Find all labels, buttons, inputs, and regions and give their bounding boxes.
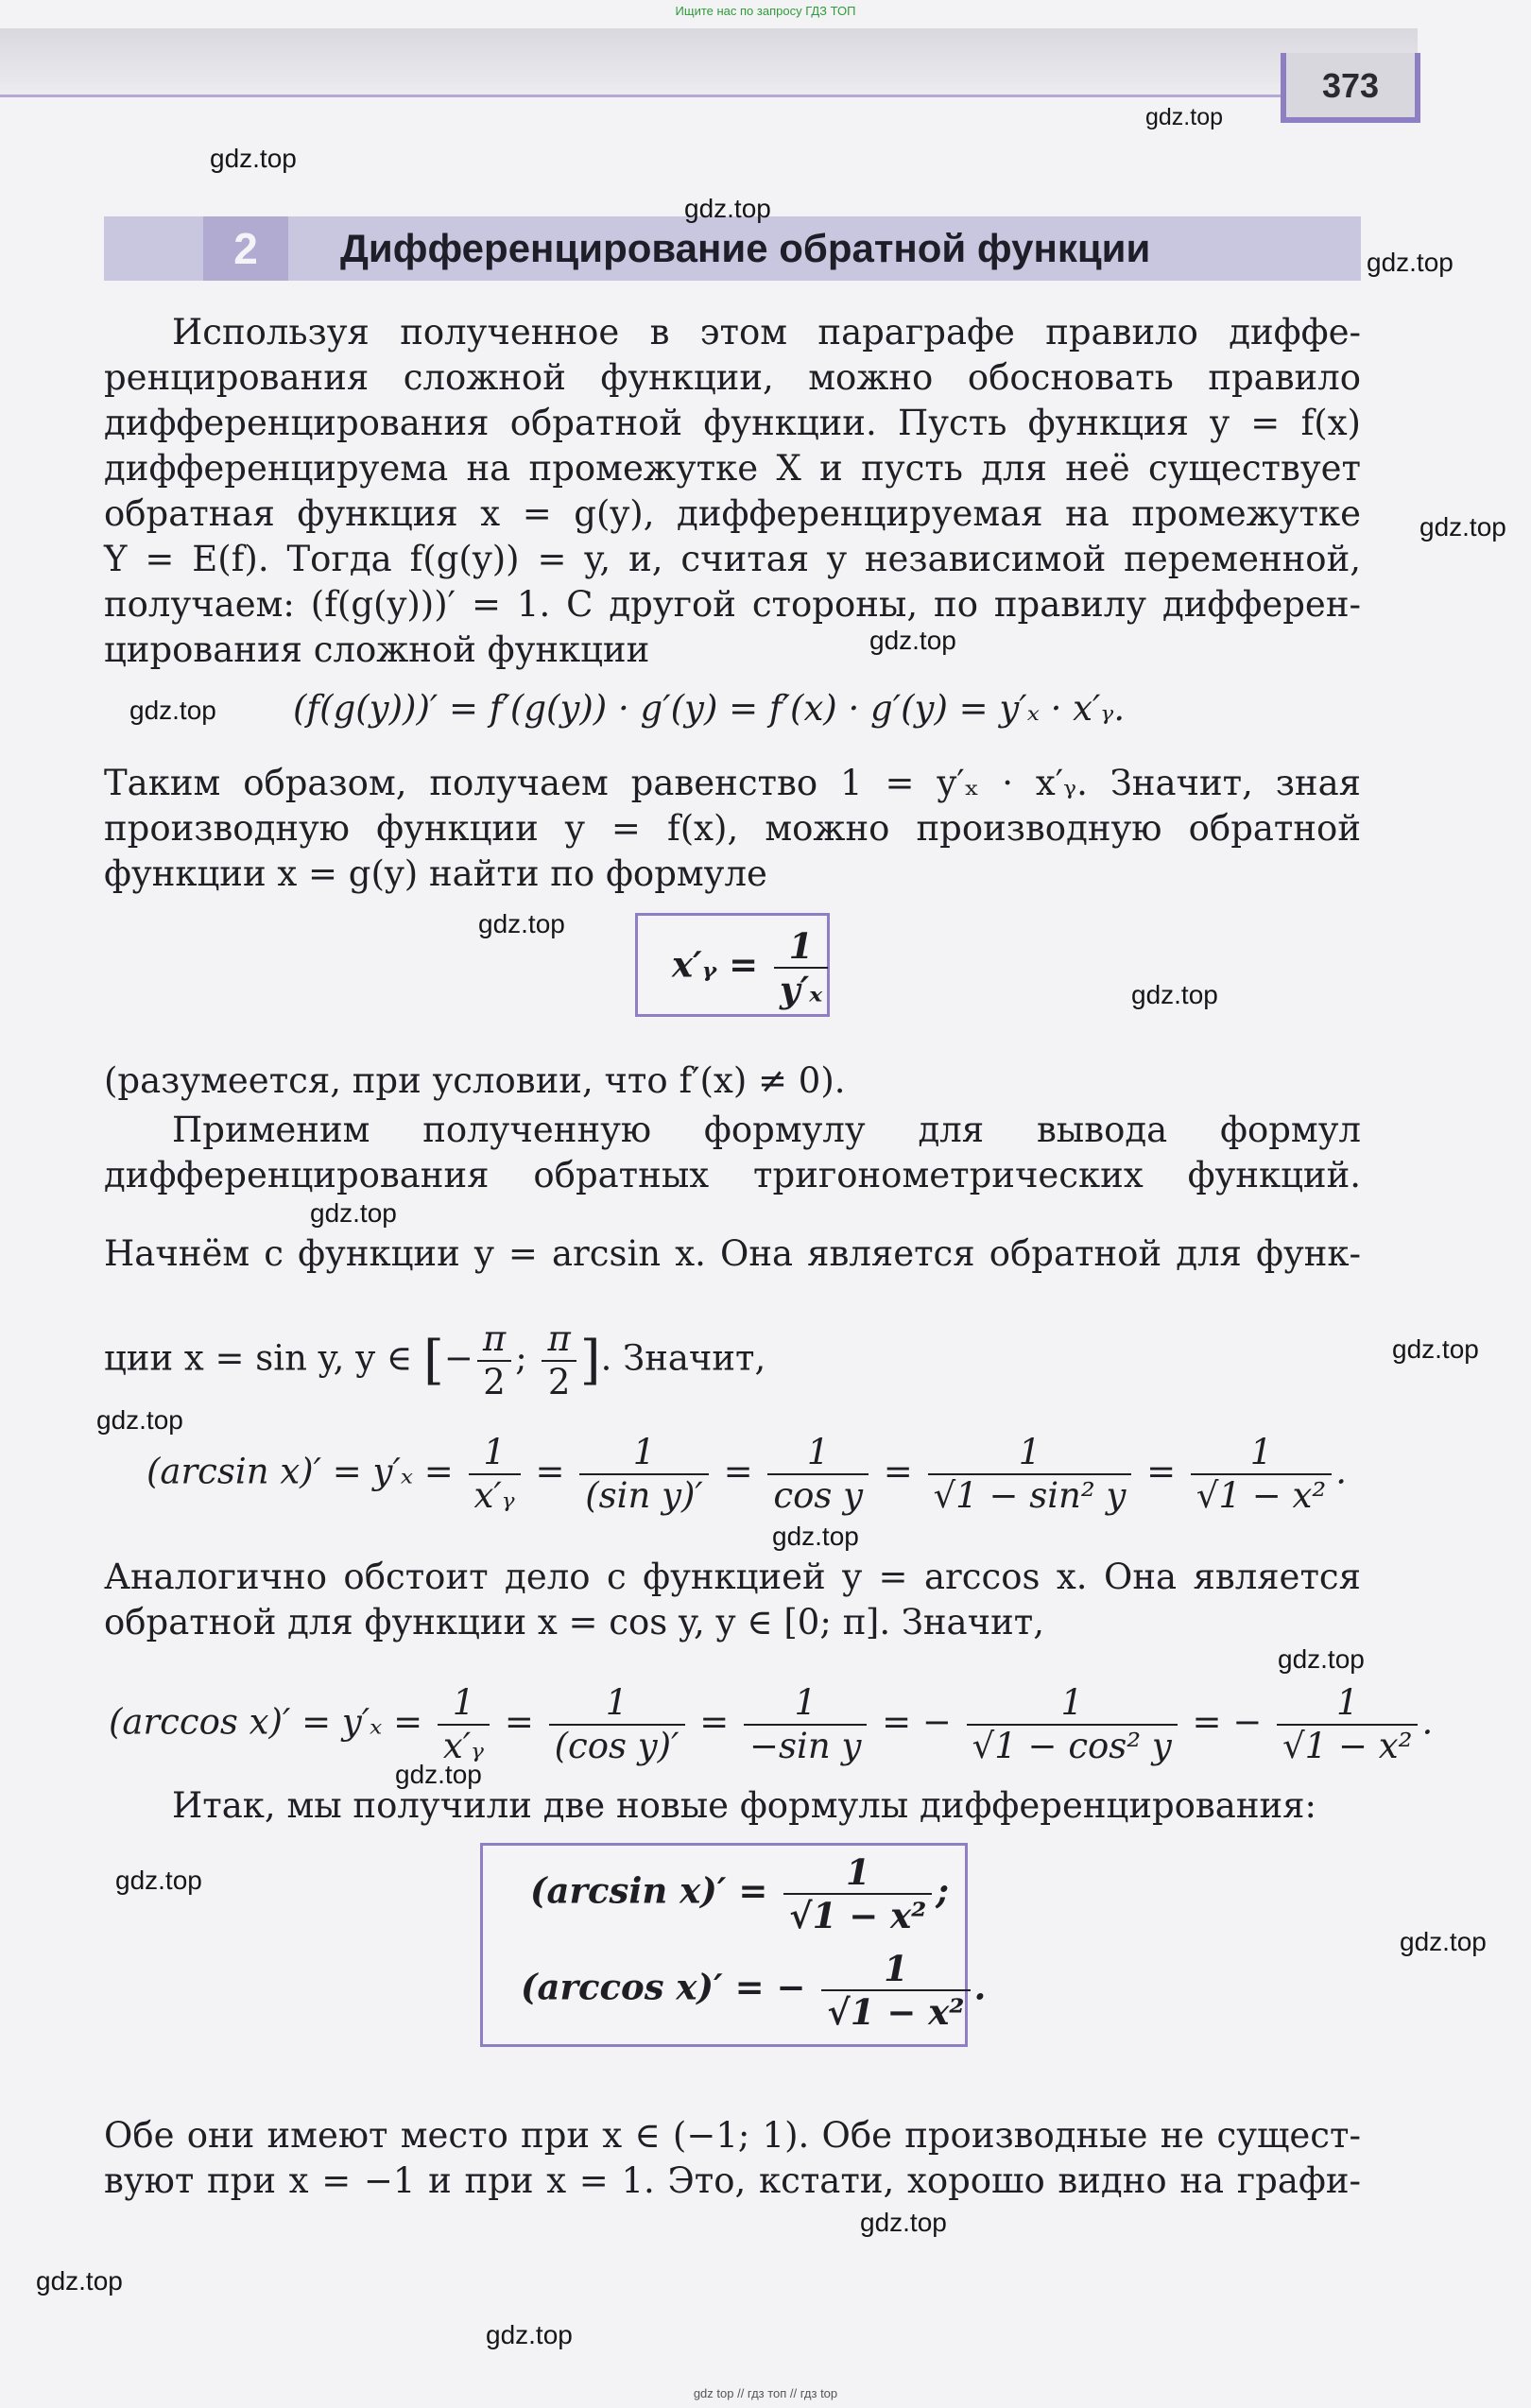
watermark: gdz.top	[310, 1198, 397, 1228]
watermark: gdz.top	[395, 1760, 482, 1789]
fraction-numerator: 1	[821, 1948, 970, 1991]
page-number: 373	[1281, 53, 1420, 123]
arccos-derivative-chain: (arccos x)′ = y′ₓ = $\frac{1}{\text{x′ᵧ}}$ = $\frac{1}{\text{(cos y)′}}$ = $\frac{1}{\text{−sin y}}$ = − $\frac{1}{\text{√1 − cos² y}}$ = − $\frac{1}{\text{√1 − x²}}$ .	[109, 1682, 1434, 1766]
watermark: gdz.top	[1367, 248, 1454, 277]
watermark: gdz.top	[860, 2208, 947, 2237]
arcsin-derivative-chain: (arcsin x)′ = y′ₓ = $\frac{1}{\text{x′ᵧ}}$ = $\frac{1}{\text{(sin y)′}}$ = $\frac{1}{\text{cos y}}$ = $\frac{1}{\text{√1 − sin² y}}$ = $\frac{1}{\text{√1 − x²}}$ .	[146, 1432, 1347, 1516]
para6-line: обратной для функции x = cos y, y ∈ [0; π]. Значит,	[104, 1602, 1044, 1643]
result-lhs: (arccos x)′ = −	[521, 1966, 806, 2008]
arcsin-result	[530, 1851, 949, 1936]
top-search-hint: Ищите нас по запросу ГДЗ ТОП	[675, 4, 856, 18]
para1-line: Используя полученное в этом параграфе правило диффе-	[172, 312, 1361, 353]
watermark: gdz.top	[1392, 1334, 1479, 1364]
para4-line: дифференцирования обратных тригонометрических функций.	[104, 1155, 1361, 1195]
fraction-denominator: 2	[547, 1362, 571, 1402]
section-heading	[104, 216, 1361, 281]
section-title: Дифференцирование обратной функции	[340, 226, 1151, 270]
para4-line: Применим полученную формулу для вывода формул	[172, 1109, 1361, 1150]
fraction-numerator: 1	[549, 1682, 685, 1726]
minus-sign: −	[443, 1337, 473, 1379]
fraction-numerator: π	[542, 1318, 576, 1362]
para8-line: вуют при x = −1 и при x = 1. Это, кстати, хорошо видно на графи-	[104, 2160, 1361, 2201]
fraction-denominator: √1 − x²	[1282, 1726, 1413, 1766]
fraction-numerator: 1	[767, 1432, 869, 1475]
fraction-denominator: y′ₓ	[779, 969, 823, 1010]
chain-lhs: (arcsin x)′ = y′ₓ =	[146, 1451, 454, 1492]
watermark: gdz.top	[96, 1405, 183, 1435]
fraction-numerator: 1	[469, 1432, 521, 1475]
watermark: gdz.top	[486, 2320, 573, 2349]
watermark: gdz.top	[115, 1866, 202, 1895]
fraction-numerator: 1	[579, 1432, 709, 1475]
para1-line: дифференцирования обратной функции. Пусть функция y = f(x)	[104, 403, 1361, 443]
fraction-numerator: π	[477, 1318, 511, 1362]
para1-line: дифференцируема на промежутке X и пусть для неё существует	[104, 448, 1361, 489]
fraction-denominator: √1 − cos² y	[972, 1726, 1172, 1766]
para5-line: ции x = sin y, y ∈	[104, 1337, 413, 1379]
result-end: ;	[936, 1869, 950, 1912]
para2-line: производную функции y = f(x), можно производную обратной	[104, 808, 1361, 849]
watermark: gdz.top	[1278, 1644, 1365, 1674]
para5-line-with-interval: ции x = sin y, y ∈ [− $\frac{\pi}{2}$ ; $\frac{\pi}{2}$ ]. Значит,	[104, 1318, 766, 1402]
fraction-numerator: 1	[1191, 1432, 1332, 1475]
fraction-denominator: cos y	[773, 1475, 864, 1516]
fraction-numerator: 1	[967, 1682, 1178, 1726]
interval-suffix: . Значит,	[600, 1337, 766, 1379]
fraction-denominator: x′ᵧ	[473, 1475, 515, 1516]
para1-line: ренцирования сложной функции, можно обосновать правило	[104, 357, 1361, 398]
para7-line: Итак, мы получили две новые формулы дифференцирования:	[172, 1785, 1316, 1826]
section-number: 2	[203, 216, 288, 281]
para2-line: Таким образом, получаем равенство 1 = y′ₓ · x′ᵧ. Значит, зная	[104, 763, 1361, 803]
chain-lhs: (arccos x)′ = y′ₓ =	[109, 1701, 423, 1743]
result-lhs: (arcsin x)′ =	[530, 1869, 768, 1912]
arccos-result	[521, 1948, 986, 2033]
watermark: gdz.top	[478, 909, 565, 938]
fraction-denominator: (sin y)′	[585, 1475, 703, 1516]
watermark: gdz.top	[129, 696, 216, 725]
fraction-numerator: 1	[1277, 1682, 1418, 1726]
inverse-formula-fraction	[774, 925, 828, 1010]
para1-line: обратная функция x = g(y), дифференцируемая на промежутке	[104, 493, 1361, 534]
fraction-denominator: √1 − x²	[827, 1991, 965, 2033]
watermark: gdz.top	[684, 194, 771, 223]
fraction-numerator: 1	[438, 1682, 490, 1726]
para5-line: Начнём с функции y = arcsin x. Она является обратной для функ-	[104, 1233, 1361, 1274]
para1-line: Y = E(f). Тогда f(g(y)) = y, и, считая y независимой переменной,	[104, 539, 1361, 579]
result-end: .	[973, 1966, 987, 2008]
watermark: gdz.top	[1145, 104, 1224, 130]
footer-links: gdz top // гдз топ // гдз top	[693, 2386, 838, 2400]
fraction-denominator: x′ᵧ	[442, 1726, 485, 1766]
fraction-denominator: (cos y)′	[554, 1726, 679, 1766]
boxed-inverse-formula	[635, 913, 830, 1017]
watermark: gdz.top	[36, 2266, 123, 2296]
fraction-numerator: 1	[783, 1851, 932, 1895]
fraction-denominator: √1 − x²	[789, 1895, 927, 1936]
fraction-numerator: 1	[744, 1682, 867, 1726]
para1-line: получаем: (f(g(y)))′ = 1. С другой стороны, по правилу дифферен-	[104, 584, 1361, 625]
fraction-numerator: 1	[928, 1432, 1132, 1475]
para6-line: Аналогично обстоит дело с функцией y = arccos x. Она является	[104, 1557, 1361, 1597]
formula-composite-derivative: (f(g(y)))′ = f′(g(y)) · g′(y) = f′(x) · g′(y) = y′ₓ · x′ᵧ.	[293, 688, 1126, 729]
para3-line: (разумеется, при условии, что f′(x) ≠ 0).	[104, 1060, 846, 1101]
boxed-result-formulas	[480, 1843, 987, 2047]
fraction-numerator: 1	[774, 925, 828, 969]
watermark: gdz.top	[772, 1522, 859, 1551]
inverse-formula-lhs: x′ᵧ =	[672, 943, 759, 986]
fraction-denominator: 2	[483, 1362, 506, 1402]
watermark: gdz.top	[869, 626, 956, 655]
para8-line: Обе они имеют место при x ∈ (−1; 1). Обе производные не сущест-	[104, 2115, 1361, 2156]
watermark: gdz.top	[210, 144, 297, 173]
page-header-band	[0, 28, 1418, 97]
watermark: gdz.top	[1400, 1927, 1487, 1956]
para1-line: цирования сложной функции	[104, 629, 650, 670]
watermark: gdz.top	[1131, 980, 1218, 1009]
fraction-denominator: √1 − sin² y	[933, 1475, 1127, 1516]
fraction-denominator: √1 − x²	[1196, 1475, 1327, 1516]
watermark: gdz.top	[1419, 512, 1506, 542]
para2-line: функции x = g(y) найти по формуле	[104, 853, 767, 894]
fraction-denominator: −sin y	[749, 1726, 862, 1766]
